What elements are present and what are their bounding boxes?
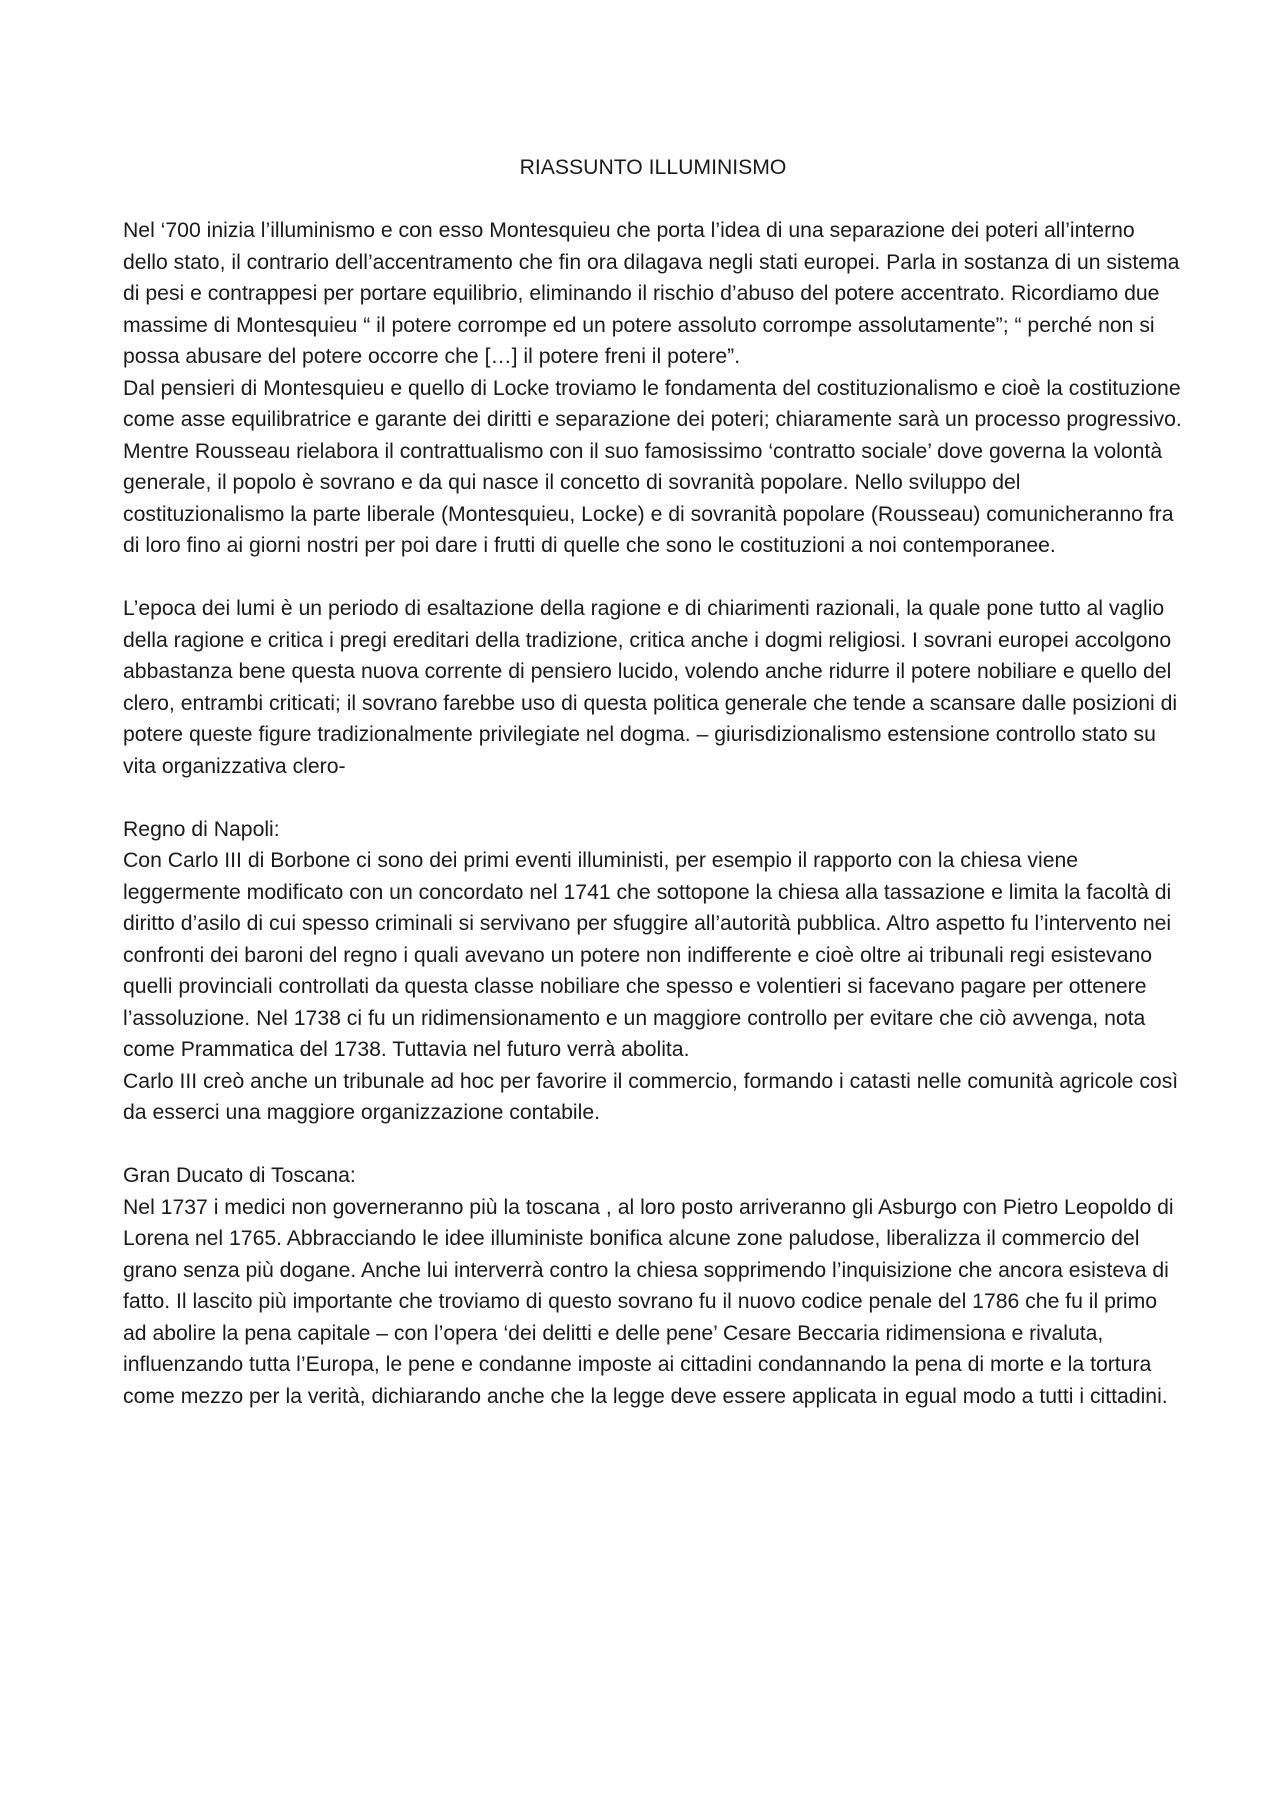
paragraph-tribunale-commercio: Carlo III creò anche un tribunale ad hoc per favorire il commercio, formando i catasti nelle comunità agricole così da esserci una maggiore organizzazione contabile.: [123, 1069, 1179, 1124]
paragraph-costituzionalismo: Dal pensieri di Montesquieu e quello di Locke troviamo le fondamenta del costituzionalismo e cioè la costituzione come asse equilibratrice e garante dei diritti e separazione dei poteri; chiaramente sarà un processo progressivo. Mentre Rousseau rielabora il contrattualismo con il suo famosissimo ‘contratto sociale’ dove governa la volontà generale, il popolo è sovrano e da qui nasce il concetto di sovranità popolare. Nello sviluppo del costituzionalismo la parte liberale (Montesquieu, Locke) e di sovranità popolare (Rousseau) comunicheranno fra di loro fino ai giorni nostri per poi dare i frutti di quelle che sono le costituzioni a noi contemporanee.: [123, 376, 1182, 557]
section-heading-regno-di-napoli: Regno di Napoli:: [123, 817, 280, 841]
paragraph-spacer: [123, 1129, 1183, 1161]
paragraph-carlo-iii: Con Carlo III di Borbone ci sono dei primi eventi illuministi, per esempio il rapporto con la chiesa viene leggermente modificato con un concordato nel 1741 che sottopone la chiesa alla tassazione e limita la facoltà di diritto d’asilo di cui spesso criminali si servivano per sfuggire all’autorità pubblica. Altro aspetto fu l’intervento nei confronti dei baroni del regno i quali avevano un potere non indifferente e cioè oltre ai tribunali regi esistevano quelli provinciali controllati da questa classe nobiliare che spesso e volentieri si facevano pagare per ottenere l’assoluzione. Nel 1738 ci fu un ridimensionamento e un maggiore controllo per evitare che ciò avvenga, nota come Prammatica del 1738. Tuttavia nel futuro verrà abolita.: [123, 849, 1172, 1061]
document-title: RIASSUNTO ILLUMINISMO: [519, 156, 787, 179]
paragraph-montesquieu: Nel ‘700 inizia l’illuminismo e con esso Montesquieu che porta l’idea di una separazione dei poteri all’interno dello stato, il contrario dell’accentramento che fin ora dilagava negli stati europei. Parla in sostanza di un sistema di pesi e contrappesi per portare equilibrio, eliminando il rischio d’abuso del potere accentrato. Ricordiamo due massime di Montesquieu “ il potere corrompe ed un potere assoluto corrompe assolutamente”; “ perché non si possa abusare del potere occorre che […] il potere freni il potere”.: [123, 219, 1180, 368]
paragraph-spacer: [123, 562, 1183, 594]
paragraph-pietro-leopoldo: Nel 1737 i medici non governeranno più la toscana , al loro posto arriveranno gli Asburgo con Pietro Leopoldo di Lorena nel 1765. Abbracciando le idee illuministe bonifica alcune zone paludose, liberalizza il commercio del grano senza più dogane. Anche lui interverrà contro la chiesa sopprimendo l’inquisizione che ancora esisteva di fatto. Il lascito più importante che troviamo di questo sovrano fu il nuovo codice penale del 1786 che fu il primo ad abolire la pena capitale – con l’opera ‘dei delitti e delle pene’ Cesare Beccaria ridimensiona e rivaluta, influenzando tutta l’Europa, le pene e condanne imposte ai cittadini condannando la pena di morte e la tortura come mezzo per la verità, dichiarando anche che la legge deve essere applicata in egual modo a tutti i cittadini.: [123, 1195, 1174, 1408]
paragraph-spacer: [123, 782, 1183, 814]
section-heading-gran-ducato-toscana: Gran Ducato di Toscana:: [123, 1164, 356, 1187]
document-body: [123, 152, 1183, 1412]
paragraph-epoca-dei-lumi: L’epoca dei lumi è un periodo di esaltazione della ragione e di chiarimenti razionali, la quale pone tutto al vaglio della ragione e critica i pregi ereditari della tradizione, critica anche i dogmi religiosi. I sovrani europei accolgono abbastanza bene questa nuova corrente di pensiero lucido, volendo anche ridurre il potere nobiliare e quello del clero, entrambi criticati; il sovrano farebbe uso di questa politica generale che tende a scansare dalle posizioni di potere queste figure tradizionalmente privilegiate nel dogma. – giurisdizionalismo estensione controllo stato su vita organizzativa clero-: [123, 597, 1178, 778]
